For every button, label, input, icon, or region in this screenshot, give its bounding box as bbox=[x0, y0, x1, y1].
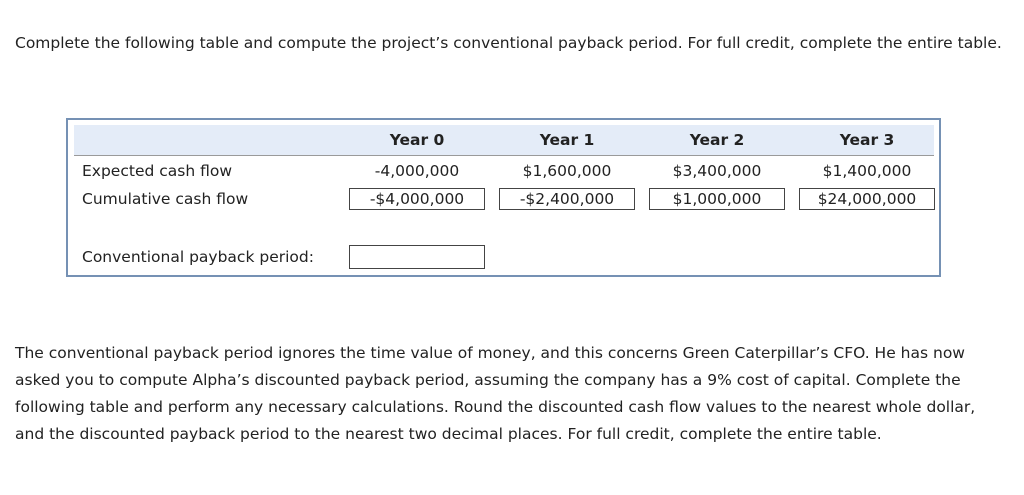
discounted-payback-instructions: The conventional payback period ignores the time value of money, and this concerns Green Caterpillar’s CFO. He has now asked you to compute Alpha’s discounted payback period, assuming the company has a 9% cost of capital. Complete the following table and perform any necessary calculations. Round the discounted cash flow values to the nearest whole dollar, and the discounted payback period to the nearest two decimal places. For full credit, complete the entire table. bbox=[15, 344, 976, 443]
expected-cash-flow-year-1: $1,600,000 bbox=[522, 162, 612, 180]
payback-table-panel bbox=[66, 118, 941, 277]
year-0-header: Year 0 bbox=[389, 131, 445, 149]
cumulative-cash-flow-year-3-input[interactable]: $24,000,000 bbox=[799, 188, 935, 210]
conventional-payback-label: Conventional payback period: bbox=[82, 248, 314, 266]
expected-cash-flow-label: Expected cash flow bbox=[82, 162, 233, 180]
year-1-header: Year 1 bbox=[539, 131, 595, 149]
expected-cash-flow-year-3: $1,400,000 bbox=[822, 162, 912, 180]
cumulative-cash-flow-year-0-input[interactable]: -$4,000,000 bbox=[349, 188, 485, 210]
intro-instructions: Complete the following table and compute the project’s conventional payback period. For full credit, complete the entire table. bbox=[15, 34, 1002, 52]
year-2-header: Year 2 bbox=[689, 131, 745, 149]
year-3-header: Year 3 bbox=[839, 131, 895, 149]
cumulative-cash-flow-year-2-input[interactable]: $1,000,000 bbox=[649, 188, 785, 210]
cumulative-cash-flow-label: Cumulative cash flow bbox=[82, 190, 249, 208]
conventional-payback-input[interactable] bbox=[349, 245, 485, 269]
cumulative-cash-flow-year-1-input[interactable]: -$2,400,000 bbox=[499, 188, 635, 210]
expected-cash-flow-year-2: $3,400,000 bbox=[672, 162, 762, 180]
expected-cash-flow-year-0: -4,000,000 bbox=[374, 162, 460, 180]
